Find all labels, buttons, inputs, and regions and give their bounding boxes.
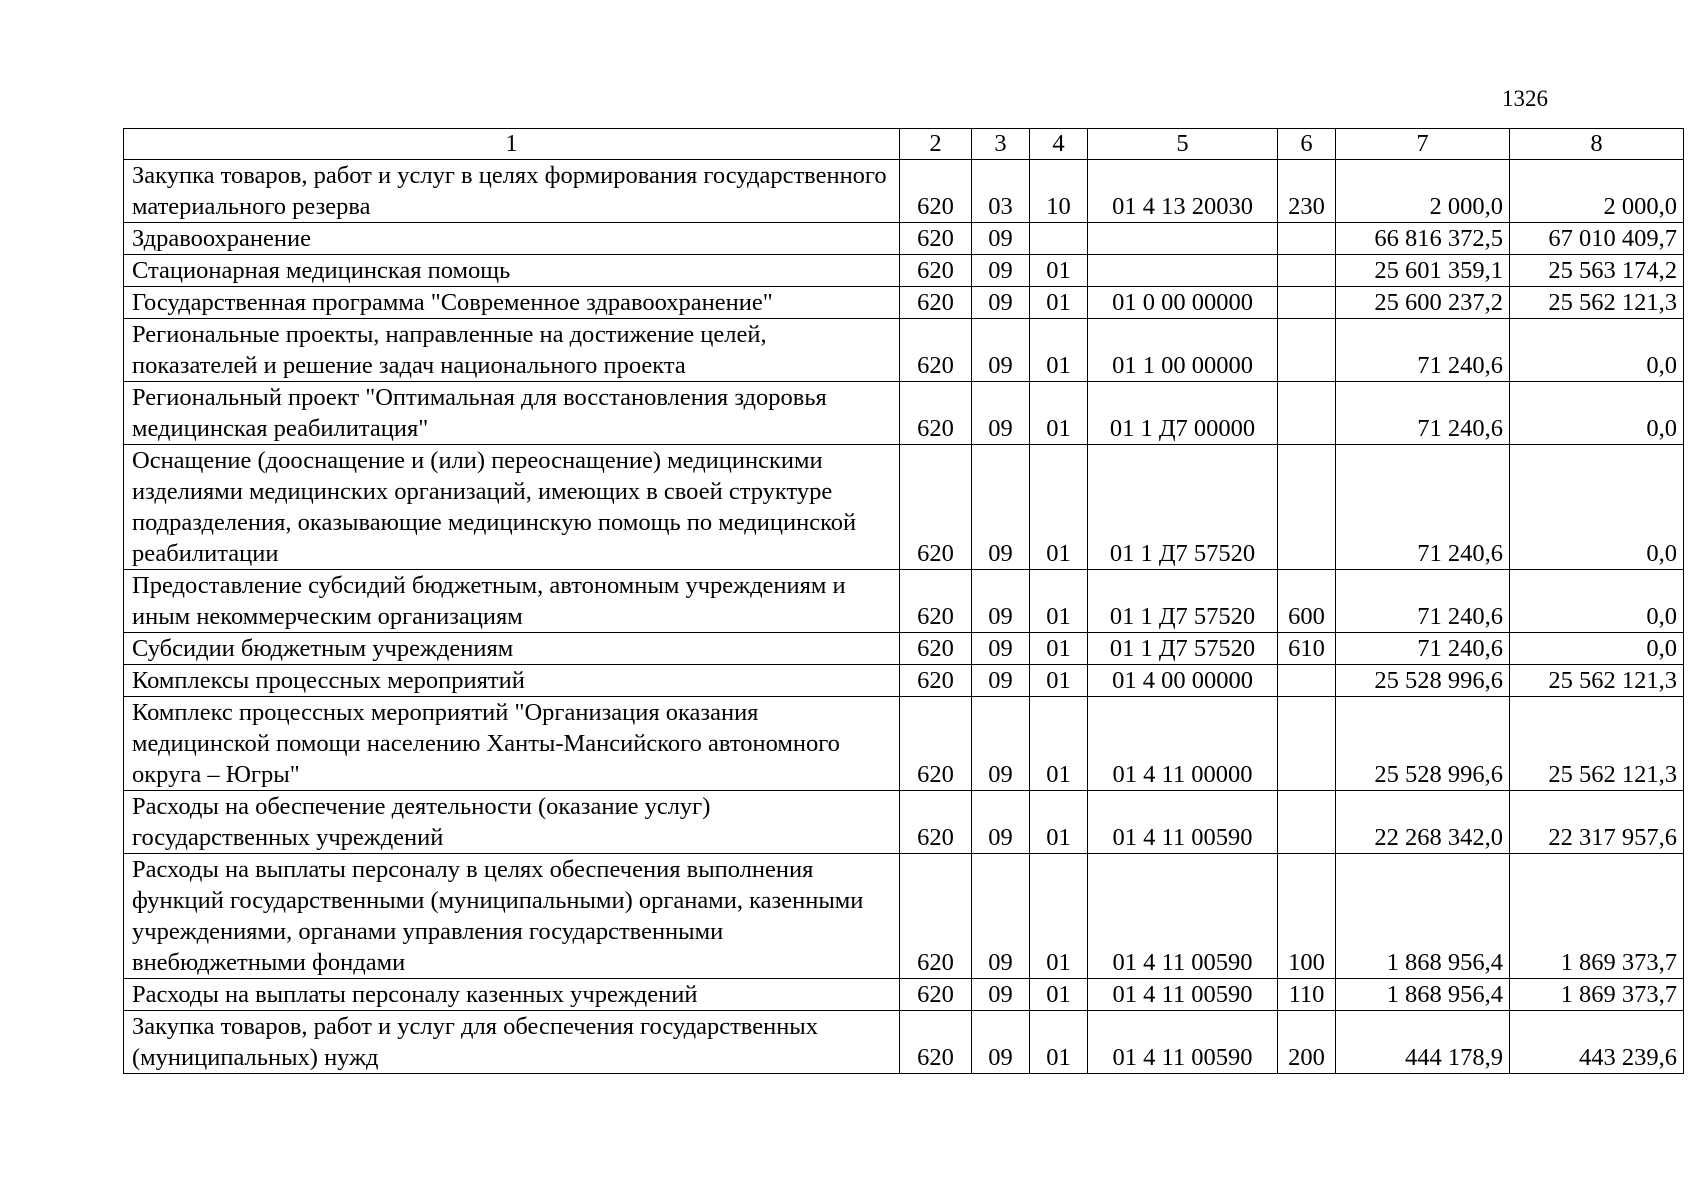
subsection-code-cell: 01 bbox=[1030, 1011, 1088, 1074]
ministry-code-cell: 620 bbox=[900, 854, 972, 979]
row-name-cell: Субсидии бюджетным учреждениям bbox=[124, 633, 900, 665]
table-row bbox=[124, 382, 1684, 445]
ministry-code-cell: 620 bbox=[900, 791, 972, 854]
ministry-code-cell: 620 bbox=[900, 1011, 972, 1074]
section-code-cell: 09 bbox=[972, 223, 1030, 255]
row-name-cell: Региональный проект "Оптимальная для восстановления здоровья медицинская реабилитация" bbox=[124, 382, 900, 445]
ministry-code-cell: 620 bbox=[900, 697, 972, 791]
target-article-cell: 01 1 Д7 57520 bbox=[1088, 570, 1278, 633]
section-code-cell: 09 bbox=[972, 979, 1030, 1011]
table-row bbox=[124, 160, 1684, 223]
subsection-code-cell: 01 bbox=[1030, 287, 1088, 319]
amount-year1-cell: 71 240,6 bbox=[1336, 319, 1510, 382]
section-code-cell: 09 bbox=[972, 382, 1030, 445]
table-row bbox=[124, 979, 1684, 1011]
amount-year2-cell: 1 869 373,7 bbox=[1510, 979, 1684, 1011]
target-article-cell bbox=[1088, 255, 1278, 287]
ministry-code-cell: 620 bbox=[900, 665, 972, 697]
amount-year2-cell: 22 317 957,6 bbox=[1510, 791, 1684, 854]
expense-type-cell: 610 bbox=[1278, 633, 1336, 665]
row-name-cell: Расходы на выплаты персоналу казенных учреждений bbox=[124, 979, 900, 1011]
ministry-code-cell: 620 bbox=[900, 160, 972, 223]
target-article-cell: 01 4 00 00000 bbox=[1088, 665, 1278, 697]
column-header: 1 bbox=[124, 129, 900, 160]
row-name-cell: Оснащение (дооснащение и (или) переоснащение) медицинскими изделиями медицинских организаций, имеющих в своей структуре подразделения, оказывающие медицинскую помощь по медицинской реабилитации bbox=[124, 445, 900, 570]
row-name-cell: Региональные проекты, направленные на достижение целей, показателей и решение задач национального проекта bbox=[124, 319, 900, 382]
expense-type-cell bbox=[1278, 255, 1336, 287]
amount-year2-cell: 2 000,0 bbox=[1510, 160, 1684, 223]
section-code-cell: 09 bbox=[972, 665, 1030, 697]
table-row bbox=[124, 854, 1684, 979]
table-row bbox=[124, 570, 1684, 633]
row-name-cell: Комплекс процессных мероприятий "Организация оказания медицинской помощи населению Ханты-Мансийского автономного округа – Югры" bbox=[124, 697, 900, 791]
amount-year2-cell: 0,0 bbox=[1510, 570, 1684, 633]
table-row bbox=[124, 791, 1684, 854]
amount-year1-cell: 2 000,0 bbox=[1336, 160, 1510, 223]
subsection-code-cell: 01 bbox=[1030, 382, 1088, 445]
amount-year2-cell: 25 562 121,3 bbox=[1510, 665, 1684, 697]
target-article-cell: 01 1 00 00000 bbox=[1088, 319, 1278, 382]
ministry-code-cell: 620 bbox=[900, 445, 972, 570]
amount-year1-cell: 25 528 996,6 bbox=[1336, 697, 1510, 791]
row-name-cell: Комплексы процессных мероприятий bbox=[124, 665, 900, 697]
expense-type-cell: 600 bbox=[1278, 570, 1336, 633]
amount-year2-cell: 67 010 409,7 bbox=[1510, 223, 1684, 255]
subsection-code-cell: 01 bbox=[1030, 570, 1088, 633]
table-row bbox=[124, 255, 1684, 287]
target-article-cell: 01 4 11 00590 bbox=[1088, 791, 1278, 854]
target-article-cell: 01 1 Д7 57520 bbox=[1088, 445, 1278, 570]
subsection-code-cell: 01 bbox=[1030, 445, 1088, 570]
ministry-code-cell: 620 bbox=[900, 223, 972, 255]
row-name-cell: Закупка товаров, работ и услуг для обеспечения государственных (муниципальных) нужд bbox=[124, 1011, 900, 1074]
amount-year1-cell: 71 240,6 bbox=[1336, 570, 1510, 633]
section-code-cell: 09 bbox=[972, 854, 1030, 979]
ministry-code-cell: 620 bbox=[900, 633, 972, 665]
table-row bbox=[124, 697, 1684, 791]
expense-type-cell: 100 bbox=[1278, 854, 1336, 979]
column-header: 6 bbox=[1278, 129, 1336, 160]
section-code-cell: 03 bbox=[972, 160, 1030, 223]
subsection-code-cell: 01 bbox=[1030, 979, 1088, 1011]
expense-type-cell bbox=[1278, 382, 1336, 445]
column-header: 3 bbox=[972, 129, 1030, 160]
expense-type-cell bbox=[1278, 287, 1336, 319]
amount-year1-cell: 1 868 956,4 bbox=[1336, 854, 1510, 979]
amount-year1-cell: 71 240,6 bbox=[1336, 445, 1510, 570]
table-row bbox=[124, 445, 1684, 570]
amount-year1-cell: 1 868 956,4 bbox=[1336, 979, 1510, 1011]
section-code-cell: 09 bbox=[972, 255, 1030, 287]
table-header-row bbox=[124, 129, 1684, 160]
subsection-code-cell: 01 bbox=[1030, 255, 1088, 287]
amount-year2-cell: 0,0 bbox=[1510, 633, 1684, 665]
table-row bbox=[124, 1011, 1684, 1074]
subsection-code-cell: 01 bbox=[1030, 319, 1088, 382]
amount-year2-cell: 0,0 bbox=[1510, 445, 1684, 570]
table-row bbox=[124, 633, 1684, 665]
expense-type-cell bbox=[1278, 665, 1336, 697]
expense-type-cell bbox=[1278, 697, 1336, 791]
page-number: 1326 bbox=[1502, 86, 1548, 111]
amount-year1-cell: 25 601 359,1 bbox=[1336, 255, 1510, 287]
target-article-cell: 01 1 Д7 00000 bbox=[1088, 382, 1278, 445]
section-code-cell: 09 bbox=[972, 570, 1030, 633]
row-name-cell: Государственная программа "Современное здравоохранение" bbox=[124, 287, 900, 319]
target-article-cell: 01 4 11 00590 bbox=[1088, 979, 1278, 1011]
table-row bbox=[124, 223, 1684, 255]
column-header: 2 bbox=[900, 129, 972, 160]
amount-year2-cell: 0,0 bbox=[1510, 382, 1684, 445]
ministry-code-cell: 620 bbox=[900, 287, 972, 319]
ministry-code-cell: 620 bbox=[900, 382, 972, 445]
target-article-cell: 01 4 11 00000 bbox=[1088, 697, 1278, 791]
expense-type-cell bbox=[1278, 319, 1336, 382]
target-article-cell: 01 0 00 00000 bbox=[1088, 287, 1278, 319]
row-name-cell: Предоставление субсидий бюджетным, автономным учреждениям и иным некоммерческим организациям bbox=[124, 570, 900, 633]
expense-type-cell: 110 bbox=[1278, 979, 1336, 1011]
subsection-code-cell: 01 bbox=[1030, 791, 1088, 854]
target-article-cell bbox=[1088, 223, 1278, 255]
section-code-cell: 09 bbox=[972, 1011, 1030, 1074]
target-article-cell: 01 4 11 00590 bbox=[1088, 854, 1278, 979]
column-header: 4 bbox=[1030, 129, 1088, 160]
amount-year1-cell: 66 816 372,5 bbox=[1336, 223, 1510, 255]
ministry-code-cell: 620 bbox=[900, 255, 972, 287]
row-name-cell: Закупка товаров, работ и услуг в целях формирования государственного материального резерва bbox=[124, 160, 900, 223]
row-name-cell: Расходы на обеспечение деятельности (оказание услуг) государственных учреждений bbox=[124, 791, 900, 854]
subsection-code-cell bbox=[1030, 223, 1088, 255]
expense-type-cell bbox=[1278, 445, 1336, 570]
expense-type-cell bbox=[1278, 791, 1336, 854]
table-row bbox=[124, 287, 1684, 319]
section-code-cell: 09 bbox=[972, 791, 1030, 854]
column-header: 8 bbox=[1510, 129, 1684, 160]
section-code-cell: 09 bbox=[972, 445, 1030, 570]
ministry-code-cell: 620 bbox=[900, 979, 972, 1011]
amount-year2-cell: 25 562 121,3 bbox=[1510, 697, 1684, 791]
amount-year1-cell: 22 268 342,0 bbox=[1336, 791, 1510, 854]
table-row bbox=[124, 665, 1684, 697]
amount-year2-cell: 443 239,6 bbox=[1510, 1011, 1684, 1074]
row-name-cell: Здравоохранение bbox=[124, 223, 900, 255]
amount-year1-cell: 444 178,9 bbox=[1336, 1011, 1510, 1074]
expense-type-cell bbox=[1278, 223, 1336, 255]
amount-year2-cell: 25 563 174,2 bbox=[1510, 255, 1684, 287]
ministry-code-cell: 620 bbox=[900, 570, 972, 633]
amount-year2-cell: 0,0 bbox=[1510, 319, 1684, 382]
amount-year2-cell: 1 869 373,7 bbox=[1510, 854, 1684, 979]
subsection-code-cell: 01 bbox=[1030, 854, 1088, 979]
budget-table bbox=[123, 128, 1684, 1074]
column-header: 7 bbox=[1336, 129, 1510, 160]
section-code-cell: 09 bbox=[972, 319, 1030, 382]
subsection-code-cell: 01 bbox=[1030, 697, 1088, 791]
expense-type-cell: 230 bbox=[1278, 160, 1336, 223]
ministry-code-cell: 620 bbox=[900, 319, 972, 382]
row-name-cell: Стационарная медицинская помощь bbox=[124, 255, 900, 287]
amount-year2-cell: 25 562 121,3 bbox=[1510, 287, 1684, 319]
subsection-code-cell: 01 bbox=[1030, 633, 1088, 665]
amount-year1-cell: 25 600 237,2 bbox=[1336, 287, 1510, 319]
subsection-code-cell: 01 bbox=[1030, 665, 1088, 697]
target-article-cell: 01 1 Д7 57520 bbox=[1088, 633, 1278, 665]
section-code-cell: 09 bbox=[972, 633, 1030, 665]
section-code-cell: 09 bbox=[972, 287, 1030, 319]
column-header: 5 bbox=[1088, 129, 1278, 160]
row-name-cell: Расходы на выплаты персоналу в целях обеспечения выполнения функций государственными (муниципальными) органами, казенными учреждениями, органами управления государственными внебюджетными фондами bbox=[124, 854, 900, 979]
amount-year1-cell: 71 240,6 bbox=[1336, 382, 1510, 445]
target-article-cell: 01 4 11 00590 bbox=[1088, 1011, 1278, 1074]
target-article-cell: 01 4 13 20030 bbox=[1088, 160, 1278, 223]
amount-year1-cell: 25 528 996,6 bbox=[1336, 665, 1510, 697]
section-code-cell: 09 bbox=[972, 697, 1030, 791]
amount-year1-cell: 71 240,6 bbox=[1336, 633, 1510, 665]
table-row bbox=[124, 319, 1684, 382]
subsection-code-cell: 10 bbox=[1030, 160, 1088, 223]
expense-type-cell: 200 bbox=[1278, 1011, 1336, 1074]
